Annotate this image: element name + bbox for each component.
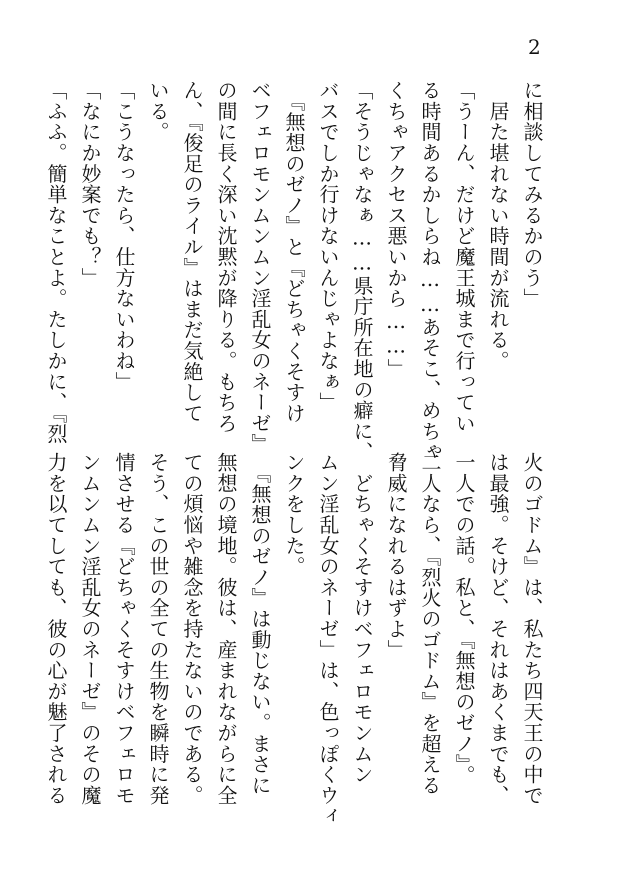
text-line: ん、『俊足のライル』はまだ気絶して bbox=[180, 80, 204, 424]
text-line: 情させる『どちゃくそすけベフェロモ bbox=[112, 452, 136, 806]
text-line: ンクをした。 bbox=[282, 452, 306, 577]
text-line: 「うーん、だけど魔王城まで行ってい bbox=[452, 80, 476, 434]
text-line: どちゃくそすけベフェロモンムン bbox=[350, 452, 374, 785]
text-line: 「ふふ。簡単なことよ。たしかに、『烈 bbox=[44, 80, 68, 445]
text-line: そう、この世の全ての生物を瞬時に発 bbox=[146, 452, 170, 806]
text-line: くちゃアクセス悪いから……」 bbox=[384, 80, 408, 380]
text-line: 「こうなったら、仕方ないわね」 bbox=[112, 80, 136, 392]
text-line: 一人での話。私と、『無想のゼノ』。 bbox=[452, 452, 476, 786]
text-line: バスでしか行けないんじゃよなぁ」 bbox=[316, 80, 340, 413]
text-line: 無想の境地。彼は、産まれながらに全 bbox=[214, 452, 238, 806]
text-line: 『無想のゼノ』は動じない。まさに bbox=[248, 452, 272, 796]
page-number: 2 bbox=[528, 35, 541, 59]
text-line: 「そうじゃなぁ……県庁所在地の癖に、 bbox=[350, 80, 374, 463]
text-block-bottom bbox=[45, 452, 543, 826]
text-line: 火のゴドム』は、私たち四天王の中で bbox=[520, 452, 544, 806]
text-line: 居た堪れない時間が流れる。 bbox=[486, 80, 510, 372]
text-line: る時間あるかしらね……あそこ、めちゃ bbox=[418, 80, 442, 463]
text-block-top bbox=[45, 80, 543, 462]
text-line: に相談してみるかのう」 bbox=[520, 80, 544, 309]
text-line: 力を以てしても、彼の心が魅了される bbox=[44, 452, 68, 806]
text-line: 脅威になれるはずよ」 bbox=[384, 452, 408, 660]
text-line: の間に長く深い沈黙が降りる。もちろ bbox=[214, 80, 238, 434]
text-line: ての煩悩や雑念を持たないのである。 bbox=[180, 452, 204, 806]
text-line: いる。 bbox=[146, 80, 170, 143]
text-line: ンムンムン淫乱女のネーゼ』のその魔 bbox=[78, 452, 102, 806]
text-line: は最強。そけど、それはあくまでも、 bbox=[486, 452, 510, 806]
text-line: 二人なら、『烈火のゴドム』を超える bbox=[418, 452, 442, 796]
text-line: ムン淫乱女のネーゼ」は、色っぽくウィ bbox=[316, 452, 340, 827]
text-line: ベフェロモンムンムン淫乱女のネーゼ』 bbox=[248, 80, 272, 455]
text-line: 「なにか妙案でも？」 bbox=[78, 80, 102, 288]
text-line: 『無想のゼノ』と『どちゃくそすけ bbox=[282, 80, 306, 424]
